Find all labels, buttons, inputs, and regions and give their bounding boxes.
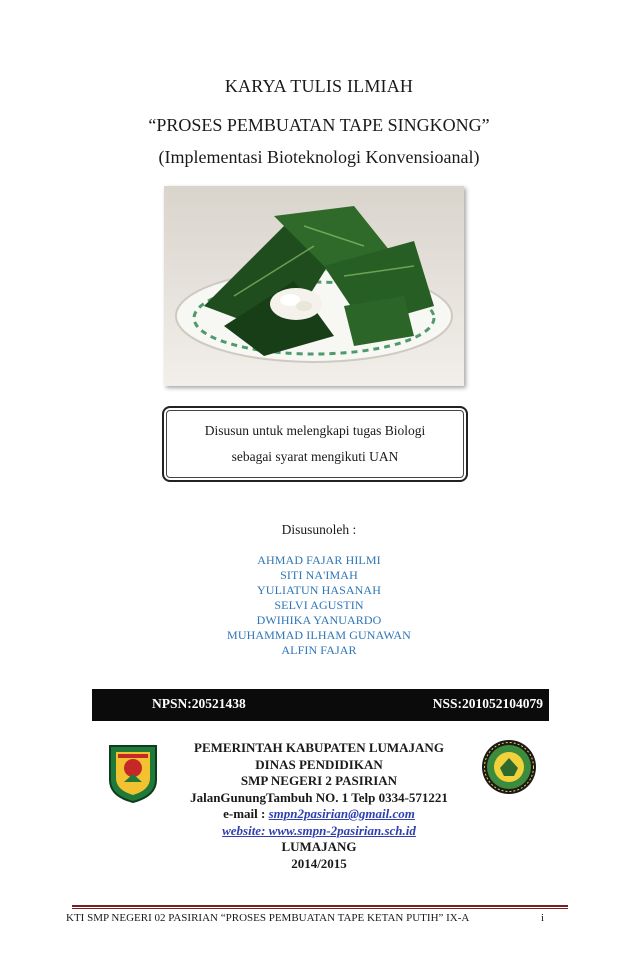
school-name: SMP NEGERI 2 PASIRIAN [240, 773, 398, 788]
footer-caption: KTI SMP NEGERI 02 PASIRIAN “PROSES PEMBUATAN TAPE KETAN PUTIH” IX-A [66, 912, 470, 924]
institution-block [0, 740, 638, 872]
school-address: JalanGunungTambuh NO. 1 Telp 0334-571221 [190, 789, 448, 805]
government-name: PEMERINTAH KABUPATEN LUMAJANG [194, 740, 444, 755]
school-id-bar [92, 689, 549, 721]
author-name: AHMAD FAJAR HILMI [257, 553, 381, 567]
email-link[interactable]: smpn2pasirian@gmail.com [268, 806, 415, 821]
email-line [0, 806, 638, 823]
footer-rule [72, 905, 568, 907]
author-name: YULIATUN HASANAH [257, 583, 381, 597]
department-name: DINAS PENDIDIKAN [255, 756, 383, 772]
author-name: ALFIN FAJAR [281, 643, 357, 657]
author-name: MUHAMMAD ILHAM GUNAWAN [227, 628, 411, 642]
footer-rule-thin [72, 908, 568, 909]
author-name: SITI NA'IMAH [280, 568, 358, 582]
page-number: i [541, 912, 545, 924]
author-name: DWIHIKA YANUARDO [256, 613, 382, 627]
nss-number: NSS:201052104079 [432, 696, 543, 711]
authors-list [0, 553, 638, 658]
cover-photo [164, 186, 464, 386]
city-name: LUMAJANG [281, 839, 357, 854]
npsn-number: NPSN:20521438 [152, 696, 246, 711]
tape-singkong-photo [164, 186, 464, 386]
purpose-box [162, 406, 468, 482]
document-topic: (Implementasi Bioteknologi Konvensioanal) [158, 147, 480, 167]
document-title: KARYA TULIS ILMIAH [224, 76, 414, 96]
academic-year: 2014/2015 [291, 855, 347, 871]
document-subtitle: “PROSES PEMBUATAN TAPE SINGKONG” [148, 115, 490, 135]
author-name: SELVI AGUSTIN [274, 598, 364, 612]
website-link[interactable]: website: www.smpn-2pasirian.sch.id [222, 822, 416, 838]
purpose-line-1: Disusun untuk melengkapi tugas Biologi [204, 423, 426, 438]
authors-label: Disusunoleh : [281, 522, 357, 537]
email-label: e-mail : [223, 806, 269, 821]
purpose-line-2: sebagai syarat mengikuti UAN [231, 449, 399, 464]
